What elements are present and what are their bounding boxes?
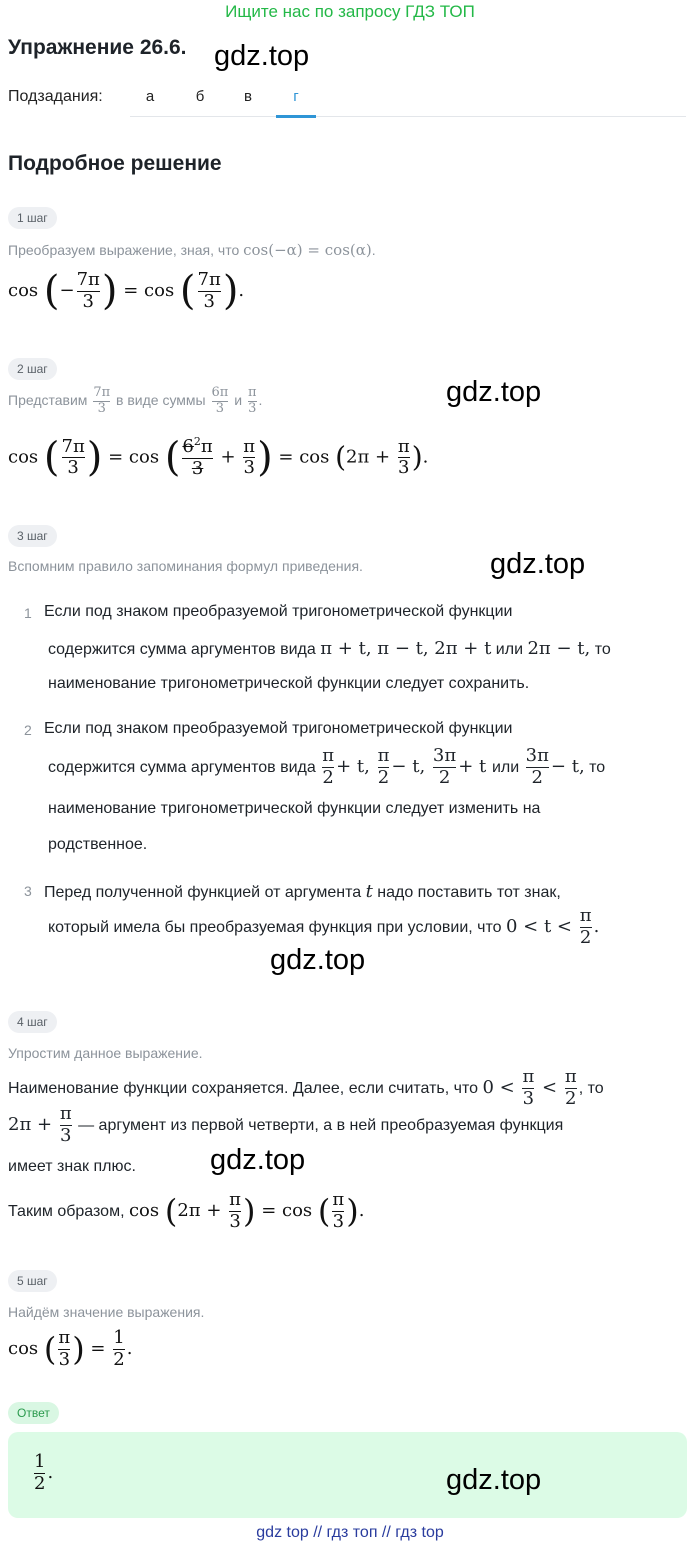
- step-caption-text: Преобразуем выражение, зная, что: [8, 242, 240, 258]
- step-text: Наименование функции сохраняется. Далее, если считать, что 0 < $\frac{\pi}{3}$ < $\frac{\pi}{2}$ , то: [8, 1066, 604, 1109]
- page-title: Упражнение 26.6.: [8, 36, 187, 59]
- formula: cos (− $\frac{7\pi}{3}$ ) = cos ( $\frac{7\pi}{3}$ ).: [8, 268, 245, 315]
- step-text-part: — аргумент из первой четверти, а в ней преобразуемая функция: [78, 1117, 564, 1135]
- tab-a[interactable]: а: [145, 88, 155, 105]
- step-caption-text: в виде суммы: [116, 392, 206, 409]
- rule-text: [44, 881, 561, 902]
- formula: cos ( $\frac{\pi}{3}$ ) = $\frac{1}{2}$ .: [8, 1327, 133, 1370]
- footer-links[interactable]: gdz top // гдз топ // гдз top: [256, 1524, 444, 1541]
- watermark: gdz.top: [270, 944, 366, 976]
- subtask-tabs: [130, 80, 686, 117]
- rule-text: наименование тригонометрической функции следует сохранить.: [48, 675, 530, 692]
- tab-g[interactable]: г: [276, 88, 316, 118]
- watermark: gdz.top: [446, 376, 542, 408]
- answer-badge: Ответ: [8, 1402, 59, 1424]
- step-text: Таким образом, cos (2π + $\frac{\pi}{3}$ ) = cos ( $\frac{\pi}{3}$ ).: [8, 1189, 365, 1232]
- rule-formula: t: [365, 881, 373, 902]
- step-text: имеет знак плюс.: [8, 1158, 136, 1175]
- rule-text-part: содержится сумма аргументов вида: [48, 759, 316, 777]
- watermark: gdz.top: [490, 548, 586, 580]
- rule-text-part: содержится сумма аргументов вида: [48, 641, 316, 658]
- rule-text-part: то: [594, 641, 611, 658]
- rule-text: Если под знаком преобразуемой тригонометрической функции: [44, 603, 513, 620]
- promo-banner[interactable]: Ищите нас по запросу ГДЗ ТОП: [225, 2, 475, 21]
- list-number: 3: [24, 883, 32, 899]
- formula: cos ( $\frac{7\pi}{3}$ ) = cos ( $\frac{6^2\pi}{3}$ + $\frac{\pi}{3}$ ) = cos (2π + $\frac{\pi}{3}$ ).: [8, 434, 429, 481]
- rule-text-part: Перед полученной функцией от аргумента: [44, 884, 362, 901]
- rule-text-part: или: [491, 759, 520, 777]
- step-caption: Найдём значение выражения.: [8, 1304, 205, 1320]
- step-caption: Вспомним правило запоминания формул приведения.: [8, 558, 363, 574]
- step-text: 2π + $\frac{\pi}{3}$ — аргумент из первой четверти, а в ней преобразуемая функция: [8, 1103, 564, 1146]
- rule-text-part: то: [589, 759, 606, 777]
- rule-text: родственное.: [48, 836, 148, 853]
- tab-v[interactable]: в: [244, 88, 252, 105]
- step-badge: 5 шаг: [8, 1270, 57, 1292]
- step-caption: Представим $\frac{7\pi}{3}$ в виде суммы $\frac{6\pi}{3}$ и $\frac{\pi}{3}$ .: [8, 385, 263, 416]
- watermark: gdz.top: [210, 1144, 306, 1176]
- list-number: 1: [24, 605, 32, 621]
- step-badge: 2 шаг: [8, 358, 57, 380]
- step-caption-formula: cos(−α) = cos(α): [243, 241, 372, 259]
- rule-formula: 2π − t,: [527, 638, 591, 659]
- rule-text: Если под знаком преобразуемой тригонометрической функции: [44, 720, 513, 737]
- answer-formula: $\frac{1}{2}$ .: [34, 1451, 54, 1494]
- list-number: 2: [24, 722, 32, 738]
- answer-box: [8, 1432, 687, 1518]
- rule-text: содержится сумма аргументов вида $\frac{\pi}{2}$ + t, $\frac{\pi}{2}$ − t, $\frac{3\pi}{2}$ + t или $\frac{3\pi}{2}$ − t, то: [48, 745, 606, 788]
- step-text-part: Таким образом,: [8, 1203, 125, 1221]
- solution-heading: Подробное решение: [8, 152, 222, 175]
- step-caption-text: и: [234, 392, 243, 409]
- step-caption: Преобразуем выражение, зная, что cos(−α) = cos(α).: [8, 241, 376, 259]
- step-caption-text: Представим: [8, 392, 88, 409]
- rule-text-part: который имела бы преобразуемая функция при условии, что: [48, 919, 502, 937]
- step-text-part: Наименование функции сохраняется. Далее, если считать, что: [8, 1080, 479, 1098]
- watermark: gdz.top: [446, 1464, 542, 1496]
- rule-formula: π + t, π − t, 2π + t: [320, 638, 492, 659]
- rule-text: [48, 638, 611, 659]
- watermark: gdz.top: [214, 40, 310, 72]
- step-badge: 4 шаг: [8, 1011, 57, 1033]
- rule-text: наименование тригонометрической функции следует изменить на: [48, 800, 541, 817]
- step-badge: 1 шаг: [8, 207, 57, 229]
- rule-text-part: надо поставить тот знак,: [377, 884, 561, 901]
- rule-text-part: или: [495, 641, 524, 658]
- rule-text: который имела бы преобразуемая функция при условии, что 0 < t < $\frac{\pi}{2}$ .: [48, 905, 600, 948]
- step-caption: Упростим данное выражение.: [8, 1045, 203, 1061]
- subtasks-label: Подзадания:: [8, 88, 103, 105]
- step-badge: 3 шаг: [8, 525, 57, 547]
- step-text-part: , то: [578, 1080, 604, 1098]
- tab-b[interactable]: б: [195, 88, 205, 105]
